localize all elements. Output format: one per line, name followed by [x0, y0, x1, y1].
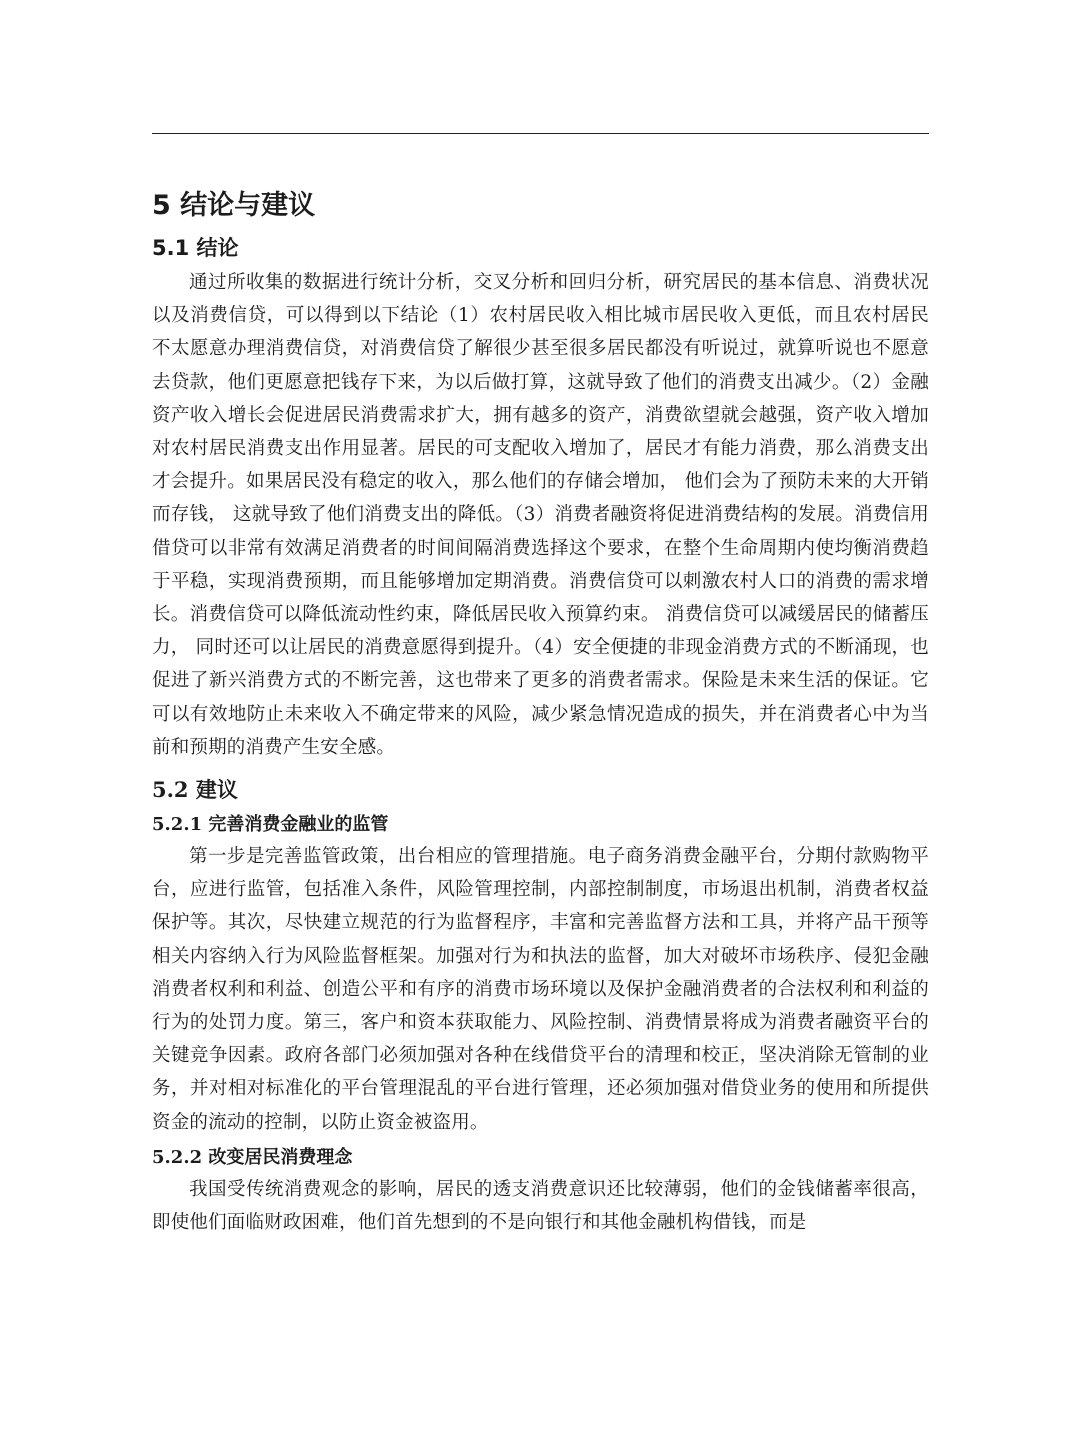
chapter-title: 5 结论与建议 [152, 190, 316, 221]
subsection-heading-consumption-concept: 5.2.2 改变居民消费理念 [152, 1146, 353, 1168]
conclusion-paragraph: 通过所收集的数据进行统计分析，交叉分析和回归分析，研究居民的基本信息、消费状况以及消费信贷，可以得到以下结论（1）农村居民收入相比城市居民收入更低，而且农村居民不太愿意办理消费信贷，对消费信贷了解很少甚至很多居民都没有听说过，就算听说也不愿意去贷款，他们更愿意把钱存下来，为以后做打算，这就导致了他们的消费支出减少。（2）金融资产收入增长会促进居民消费需求扩大，拥有越多的资产，消费欲望就会越强，资产收入增加对农村居民消费支出作用显著。居民的可支配收入增加了，居民才有能力消费，那么消费支出才会提升。如果居民没有稳定的收入，那么他们的存储会增加， 他们会为了预防未来的大开销而存钱， 这就导致了他们消费支出的降低。（3）消费者融资将促进消费结构的发展。消费信用借贷可以非常有效满足消费者的时间间隔消费选择这个要求，在整个生命周期内使均衡消费趋于平稳，实现消费预期，而且能够增加定期消费。消费信贷可以刺激农村人口的消费的需求增长。消费信贷可以降低流动性约束，降低居民收入预算约束。 消费信贷可以减缓居民的储蓄压力， 同时还可以让居民的消费意愿得到提升。（4）安全便捷的非现金消费方式的不断涌现，也促进了新兴消费方式的不断完善，这也带来了更多的消费者需求。保险是未来生活的保证。它可以有效地防止未来收入不确定带来的风险，减少紧急情况造成的损失，并在消费者心中为当前和预期的消费产生安全感。 [152, 272, 929, 758]
section-heading-conclusion: 5.1 结论 [152, 236, 239, 260]
subsection-heading-regulation: 5.2.1 完善消费金融业的监管 [152, 814, 389, 836]
consumption-concept-paragraph: 我国受传统消费观念的影响，居民的透支消费意识还比较薄弱，他们的金钱储蓄率很高，即使他们面临财政困难，他们首先想到的不是向银行和其他金融机构借钱，而是 [152, 1178, 929, 1234]
page-content [152, 184, 929, 1239]
header-rule [152, 133, 929, 134]
section-heading-suggestions: 5.2 建议 [152, 777, 238, 803]
regulation-paragraph: 第一步是完善监管政策，出台相应的管理措施。电子商务消费金融平台，分期付款购物平台，应进行监管，包括准入条件，风险管理控制，内部控制制度，市场退出机制，消费者权益保护等。其次，尽快建立规范的行为监督程序，丰富和完善监督方法和工具，并将产品干预等相关内容纳入行为风险监督框架。加强对行为和执法的监督，加大对破坏市场秩序、侵犯金融消费者权利和利益、创造公平和有序的消费市场环境以及保护金融消费者的合法权利和利益的行为的处罚力度。第三，客户和资本获取能力、风险控制、消费情景将成为消费者融资平台的关键竞争因素。政府各部门必须加强对各种在线借贷平台的清理和校正，坚决消除无管制的业务，并对相对标准化的平台管理混乱的平台进行管理，还必须加强对借贷业务的使用和所提供资金的流动的控制，以防止资金被盗用。 [152, 846, 929, 1133]
